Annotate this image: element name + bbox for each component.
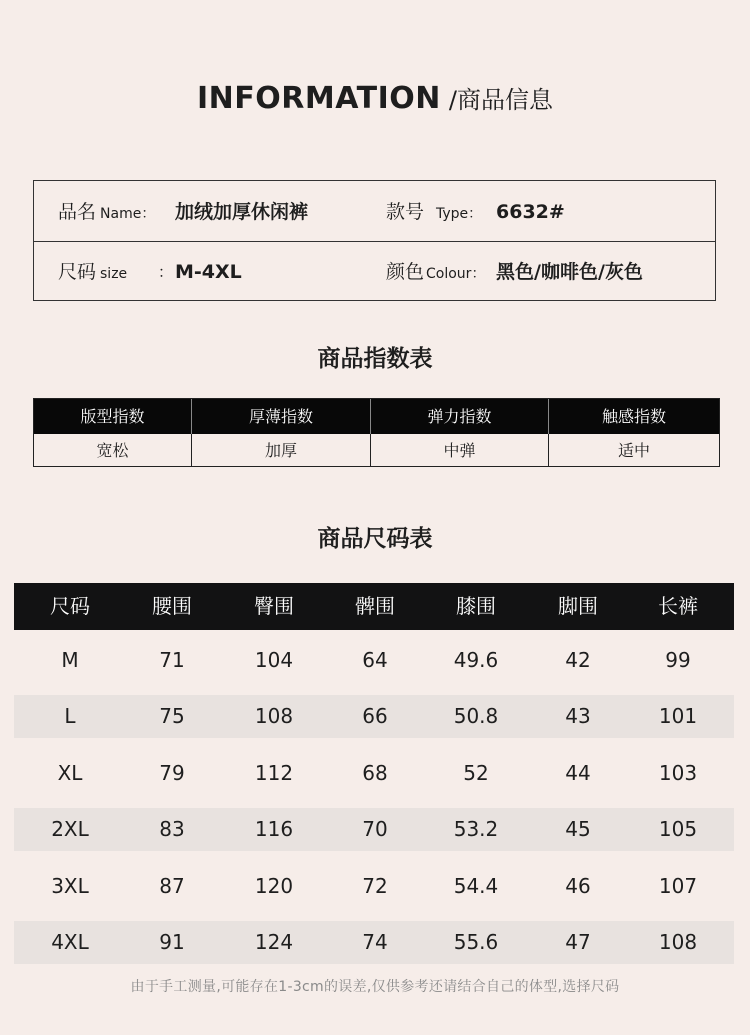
measurement-footnote: 由于手工测量,可能存在1-3cm的误差,仅供参考还请结合自己的体型,选择尺码 xyxy=(130,979,620,995)
index-value-cell: 中弹 xyxy=(371,434,549,467)
size-header-cell: 腰围 xyxy=(152,594,192,618)
index-table xyxy=(33,398,720,467)
size-cell: 42 xyxy=(565,648,591,672)
type-label xyxy=(386,181,482,241)
size-header-cell: 膝围 xyxy=(456,594,496,618)
size-table-row xyxy=(14,639,734,682)
size-label-en: size xyxy=(100,266,128,282)
index-header-cell: 触感指数 xyxy=(601,407,666,426)
size-table-header xyxy=(14,583,734,630)
index-header-cell: 厚薄指数 xyxy=(192,399,371,434)
type-label-en: Type： xyxy=(436,206,483,222)
colour-label xyxy=(386,241,485,301)
size-table-row xyxy=(14,865,734,908)
size-cell: 47 xyxy=(565,930,591,954)
index-value-cell: 加厚 xyxy=(192,434,371,467)
size-header-cell: 尺码 xyxy=(50,594,90,618)
name-label xyxy=(58,181,155,241)
product-info-box xyxy=(33,180,716,301)
index-header-cell: 弹力指数 xyxy=(371,399,549,434)
size-table-row xyxy=(14,695,734,738)
size-header-cell: 脚围 xyxy=(558,594,598,618)
size-cell: 3XL xyxy=(51,874,89,898)
size-cell: 49.6 xyxy=(453,648,499,672)
colour-label-cn: 颜色 xyxy=(386,261,425,283)
size-label-cn: 尺码 xyxy=(58,261,97,283)
size-cell: 2XL xyxy=(51,817,89,841)
size-cell: 107 xyxy=(658,874,698,898)
size-cell: 43 xyxy=(565,704,591,728)
type-label-cn: 款号 xyxy=(386,201,425,223)
size-table-row xyxy=(14,752,734,795)
index-header-cell: 版型指数 xyxy=(34,399,192,434)
size-value: M-4XL xyxy=(175,261,242,283)
title-chinese: /商品信息 xyxy=(448,86,553,114)
size-header-cell: 臀围 xyxy=(254,594,294,618)
size-header-cell: 长裤 xyxy=(658,594,698,618)
size-cell: 45 xyxy=(565,817,591,841)
index-section-title: 商品指数表 xyxy=(317,346,433,372)
size-table-row xyxy=(14,808,734,851)
name-label-cn: 品名 xyxy=(58,201,97,223)
size-cell: 112 xyxy=(254,761,294,785)
size-cell: 83 xyxy=(159,817,185,841)
size-cell: 52 xyxy=(463,761,489,785)
size-cell: 4XL xyxy=(51,930,89,954)
size-cell: 55.6 xyxy=(453,930,499,954)
size-cell: 53.2 xyxy=(453,817,499,841)
size-cell: 72 xyxy=(362,874,388,898)
size-cell: M xyxy=(61,648,79,672)
size-cell: 74 xyxy=(362,930,388,954)
size-header-cell: 髀围 xyxy=(355,594,395,618)
size-cell: 46 xyxy=(565,874,591,898)
size-cell: 101 xyxy=(658,704,698,728)
size-cell: XL xyxy=(57,761,83,785)
name-label-en: Name： xyxy=(100,206,156,222)
index-value-cell: 宽松 xyxy=(34,434,192,467)
size-cell: 124 xyxy=(254,930,294,954)
page-title xyxy=(0,80,750,116)
size-cell: 105 xyxy=(658,817,698,841)
size-cell: L xyxy=(64,704,76,728)
size-label xyxy=(58,241,127,301)
index-value-cell: 适中 xyxy=(617,441,650,460)
size-cell: 71 xyxy=(159,648,185,672)
size-cell: 44 xyxy=(565,761,591,785)
size-cell: 70 xyxy=(362,817,388,841)
size-cell: 54.4 xyxy=(453,874,499,898)
colour-value: 黑色/咖啡色/灰色 xyxy=(496,261,643,283)
size-cell: 120 xyxy=(254,874,294,898)
size-cell: 75 xyxy=(159,704,185,728)
size-cell: 108 xyxy=(254,704,294,728)
index-table-row xyxy=(34,434,719,467)
size-cell: 79 xyxy=(159,761,185,785)
name-value: 加绒加厚休闲裤 xyxy=(175,201,309,223)
index-table-header xyxy=(34,399,719,434)
title-english: INFORMATION xyxy=(197,81,441,116)
size-table-row xyxy=(14,921,734,964)
size-cell: 99 xyxy=(665,648,691,672)
size-cell: 66 xyxy=(362,704,388,728)
size-colon: ： xyxy=(158,263,174,281)
size-cell: 87 xyxy=(159,874,185,898)
size-cell: 108 xyxy=(658,930,698,954)
size-cell: 104 xyxy=(254,648,294,672)
type-value: 6632# xyxy=(496,201,565,223)
colour-label-en: Colour： xyxy=(426,266,486,282)
size-cell: 50.8 xyxy=(453,704,499,728)
size-cell: 91 xyxy=(159,930,185,954)
info-row-size-colour xyxy=(34,241,715,301)
info-row-name-type xyxy=(34,181,715,241)
size-cell: 103 xyxy=(658,761,698,785)
size-cell: 64 xyxy=(362,648,388,672)
size-cell: 68 xyxy=(362,761,388,785)
size-cell: 116 xyxy=(254,817,294,841)
size-section-title: 商品尺码表 xyxy=(317,526,433,552)
